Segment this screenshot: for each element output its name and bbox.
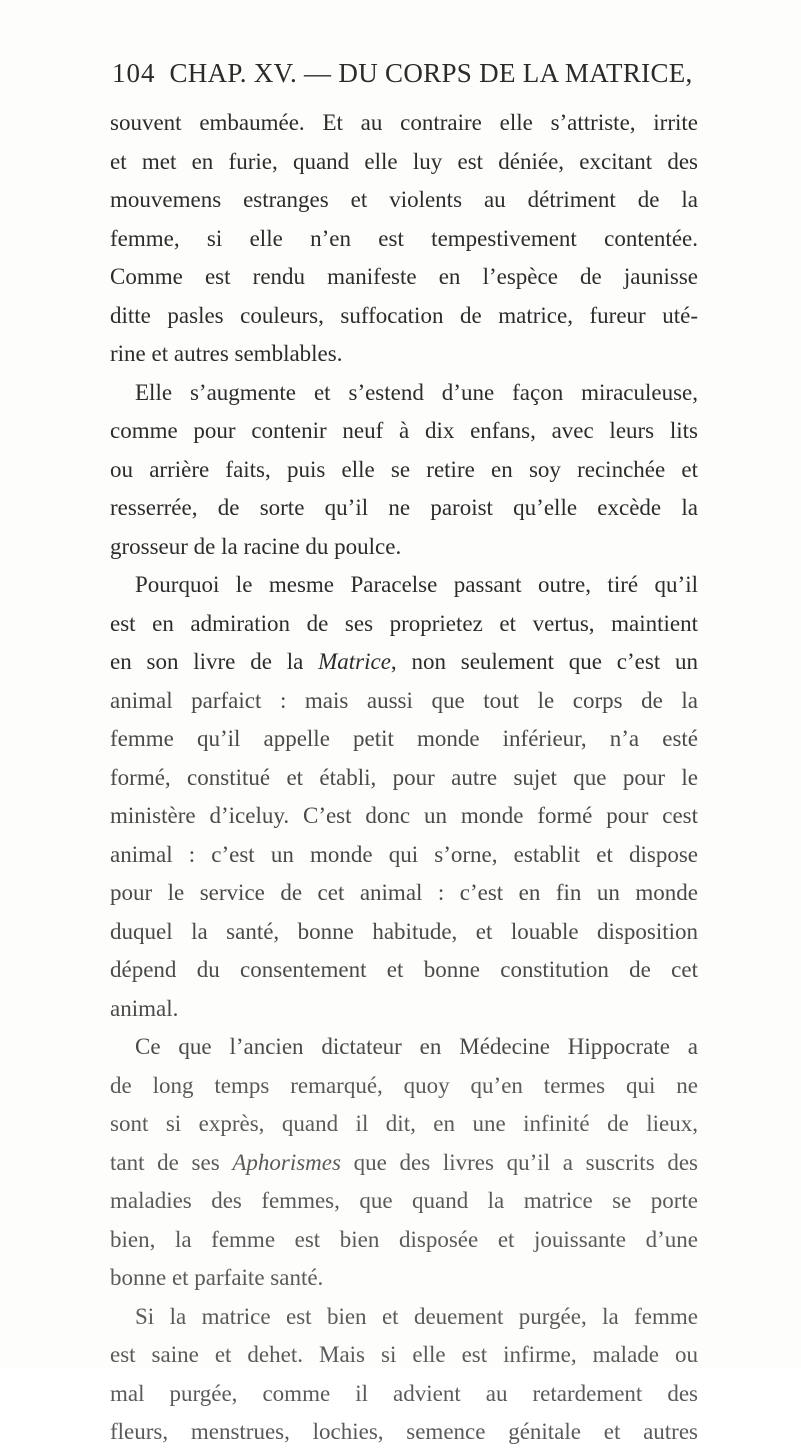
text-line: animal : c’est un monde qui s’orne, establit et dispose	[110, 841, 698, 867]
text-line: souvent embaumée. Et au contraire elle s’attriste, irrite	[110, 110, 698, 135]
paragraph-first-line: Si la matrice est bien et deuement purgée, la femme	[135, 1303, 698, 1329]
text-line: et met en furie, quand elle luy est déniée, excitant des	[110, 148, 698, 174]
text-line: sont si exprès, quand il dit, en une infinité de lieux,	[110, 1111, 698, 1136]
text-line: maladies des femmes, que quand la matrice se porte	[110, 1188, 698, 1213]
text-line: ditte pasles couleurs, suffocation de matrice, fureur uté-	[110, 302, 698, 328]
paragraph-first-line: Pourquoi le mesme Paracelse passant outre, tiré qu’il	[135, 572, 698, 597]
paragraph-last-line: rine et autres semblables.	[110, 341, 343, 366]
page-number: 104	[112, 58, 156, 88]
text-line: est en admiration de ses proprietez et vertus, maintient	[110, 610, 698, 636]
text-line: ministère d’iceluy. C’est donc un monde formé pour cest	[110, 803, 698, 828]
paragraph-last-line: animal.	[110, 995, 179, 1021]
text-line: tant de ses Aphorismes que des livres qu’il a suscrits des	[110, 1149, 698, 1175]
text-line: femme, si elle n’en est tempestivement contentée.	[110, 225, 698, 251]
text-line: resserrée, de sorte qu’il ne paroist qu’elle excède la	[110, 495, 698, 520]
text-line: fleurs, menstrues, lochies, semence génitale et autres	[110, 1419, 698, 1444]
text-line: pour le service de cet animal : c’est en fin un monde	[110, 880, 698, 905]
chapter-title: CHAP. XV. — DU CORPS DE LA MATRICE,	[169, 58, 693, 88]
text-line: comme pour contenir neuf à dix enfans, avec leurs lits	[110, 418, 698, 443]
paragraph-first-line: Elle s’augmente et s’estend d’une façon miraculeuse,	[135, 379, 698, 405]
text-line: de long temps remarqué, quoy qu’en termes qui ne	[110, 1072, 698, 1098]
text-line: animal parfaict : mais aussi que tout le corps de la	[110, 687, 698, 713]
text-line: femme qu’il appelle petit monde inférieur, n’a esté	[110, 726, 698, 751]
text-line: duquel la santé, bonne habitude, et louable disposition	[110, 918, 698, 944]
italic-title-matrice: Matrice	[318, 649, 391, 674]
text-line: Comme est rendu manifeste en l’espèce de jaunisse	[110, 264, 698, 289]
text-line: en son livre de la Matrice, non seulement que c’est un	[110, 649, 698, 674]
text-line: dépend du consentement et bonne constitution de cet	[110, 957, 698, 982]
text-line: mouvemens estranges et violents au détriment de la	[110, 187, 698, 212]
italic-title-aphorismes: Aphorismes	[232, 1149, 341, 1175]
text-line: mal purgée, comme il advient au retardement des	[110, 1380, 698, 1406]
text-line: ou arrière faits, puis elle se retire en soy recinchée et	[110, 456, 698, 482]
paragraph-first-line: Ce que l’ancien dictateur en Médecine Hippocrate a	[135, 1034, 698, 1059]
text-line: formé, constitué et établi, pour autre sujet que pour le	[110, 764, 698, 790]
text-line: est saine et dehet. Mais si elle est infirme, malade ou	[110, 1342, 698, 1367]
paragraph-last-line: grosseur de la racine du poulce.	[110, 533, 402, 559]
running-head	[112, 56, 696, 90]
paragraph-last-line: bonne et parfaite santé.	[110, 1265, 324, 1290]
body-text	[110, 104, 698, 1452]
text-line: bien, la femme est bien disposée et jouissante d’une	[110, 1226, 698, 1252]
